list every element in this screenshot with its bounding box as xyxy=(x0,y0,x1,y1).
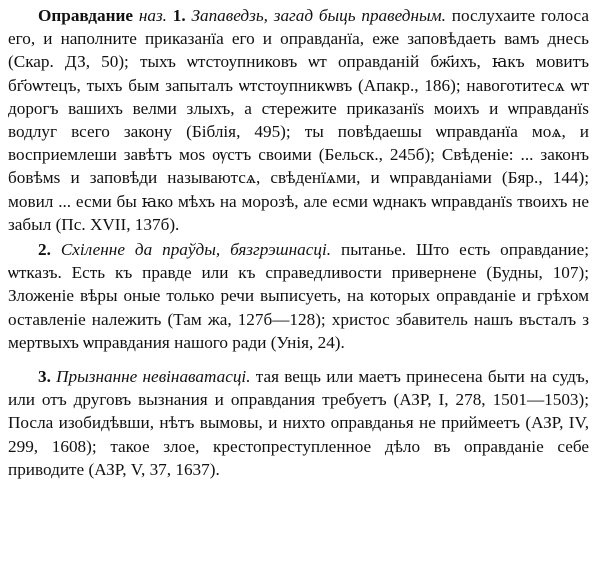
sense-definition: Запаведзь, загад быць праведным. xyxy=(191,6,446,25)
sense-number: 3. xyxy=(38,367,51,387)
sense-2 xyxy=(8,238,589,354)
sense-definition: Прызнанне невінаватасці. xyxy=(56,367,251,387)
headword: Оправдание xyxy=(38,6,134,25)
sense-number: 1. xyxy=(172,6,186,25)
sense-number: 2. xyxy=(38,240,51,260)
sense-1 xyxy=(8,4,589,236)
sense-citations: тая вещь или маетъ принесена быти на судъ, или отъ друговъ вызнания и оправдания требуетъ (АЗР, I, 278, 1501—1503); Посла изобидѣвши, нѣтъ вымовы, и нихто оправданья не приймеетъ (АЗР, IV, 299, 1608); такое злое, крестопреступленное дѣло въ оправданіе себе приводите (АЗР, V, 37, 1637). xyxy=(8,367,590,479)
sense-3 xyxy=(8,365,589,481)
part-of-speech: наз. xyxy=(138,6,167,25)
sense-citations: послухаите голоса его, и наполните приказанїа его и оправданїа, еже заповѣдаеть вамъ днесь (Скар. ДЗ, 50); тыхъ ѡтстоупниковъ ѡт оправданій бж҃ихъ, ꙗкъ мовитъ бг҃оѡтецъ, тыхъ бым запыталъ ѡтстоупникѡвъ (Апакр., 186); навоготитесѧ ѡт дорогъ вашихъ велми злыхъ, а стережите приказанїѕ моихъ и ѡправданїѕ водлуг всего закону (Біблія, 495); ты повѣдаешы ѡправданїа моѧ, и восприемлеши завѣтъ моѕ ѹстъ своими (Бельск., 245б); Свѣденіе: ... законъ бовѣмѕ и заповѣди называютсѧ, свѣденїѧми, и ѡправданіами (Бяр., 144); мовил ... есми бы ꙗко мѣхъ на морозѣ, але есми ѡднакъ ѡправданїѕ твоихъ не забыл (Пс. XVII, 137б). xyxy=(8,6,589,234)
sense-definition: Схіленне да праўды, бязгрэшнасці. xyxy=(60,240,332,260)
sense-citations: пытанье. Што есть оправдание; ѡтказъ. Есть къ правде или къ справедливости привернене (Будны, 107); Зложеніе вѣры оные только речи выписуеть, на которых оправданіе и грѣхом оставленіе належить (Там жа, 127б—128); христос збавитель нашъ въсталъ з мертвыхъ ѡправдания нашого ради (Унія, 24). xyxy=(8,240,590,352)
